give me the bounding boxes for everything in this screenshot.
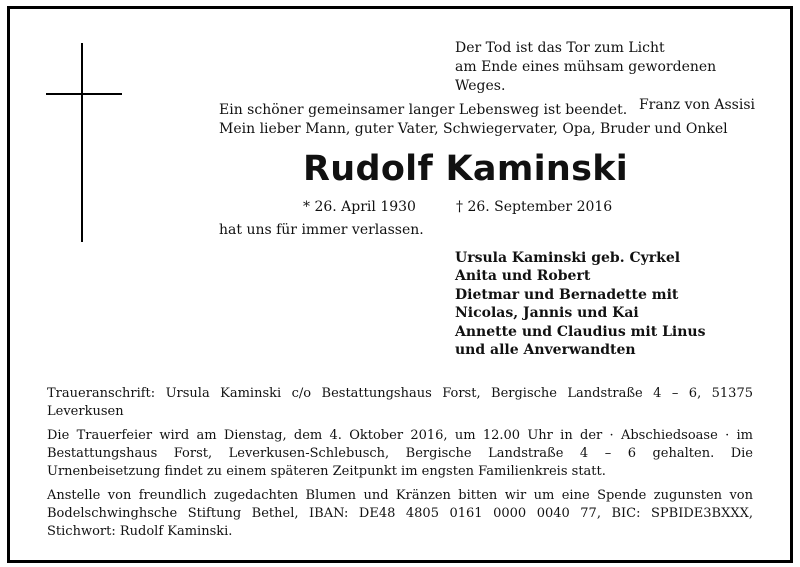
- birth-date: * 26. April 1930: [303, 199, 416, 215]
- family-member: Ursula Kaminski geb. Cyrkel: [455, 250, 681, 266]
- donation-info: Anstelle von freundlich zugedachten Blumen und Kränzen bitten wir um eine Spende zugunsten von Bodelschwinghsche Stiftung Bethel, IBAN: DE48 4805 0161 0000 0040 77, BIC: SPBIDE3BXXX, Stichwort: Rudolf Kaminski.: [47, 488, 753, 539]
- death-date: † 26. September 2016: [456, 199, 613, 215]
- quote-line-1: Der Tod ist das Tor zum Licht: [455, 40, 665, 56]
- family-member: Anita und Robert: [455, 268, 591, 285]
- intro-text: [219, 101, 739, 139]
- intro-line-1: Ein schöner gemeinsamer langer Lebensweg ist beendet.: [219, 102, 628, 118]
- passed-text: hat uns für immer verlassen.: [219, 222, 424, 238]
- mourning-address: Traueranschrift: Ursula Kaminski c/o Bestattungshaus Forst, Bergische Landstraße 4 – 6, 51375 Leverkusen: [47, 386, 753, 419]
- quote-line-2: am Ende eines mühsam gewordenen Weges.: [455, 59, 717, 94]
- family-member: Nicolas, Jannis und Kai: [455, 305, 639, 322]
- family-member: Dietmar und Bernadette mit: [455, 286, 679, 303]
- intro-line-2: Mein lieber Mann, guter Vater, Schwiegervater, Opa, Bruder und Onkel: [219, 121, 728, 137]
- ceremony-info: Die Trauerfeier wird am Dienstag, dem 4. Oktober 2016, um 12.00 Uhr in der · Abschiedsoase · im Bestattungshaus Forst, Leverkusen-Schlebusch, Bergische Landstraße 4 – 6 gehalten. Die Urnenbeisetzung findet zu einem späteren Zeitpunkt im engsten Familienkreis statt.: [47, 428, 753, 479]
- cross-icon: [46, 43, 122, 242]
- family-member: und alle Anverwandten: [455, 342, 636, 359]
- family-member: Annette und Claudius mit Linus: [455, 323, 706, 340]
- notices-block: [47, 385, 753, 547]
- deceased-name: Rudolf Kaminski: [303, 149, 629, 189]
- quote-author: Franz von Assisi: [638, 97, 755, 113]
- family-list: [455, 249, 706, 359]
